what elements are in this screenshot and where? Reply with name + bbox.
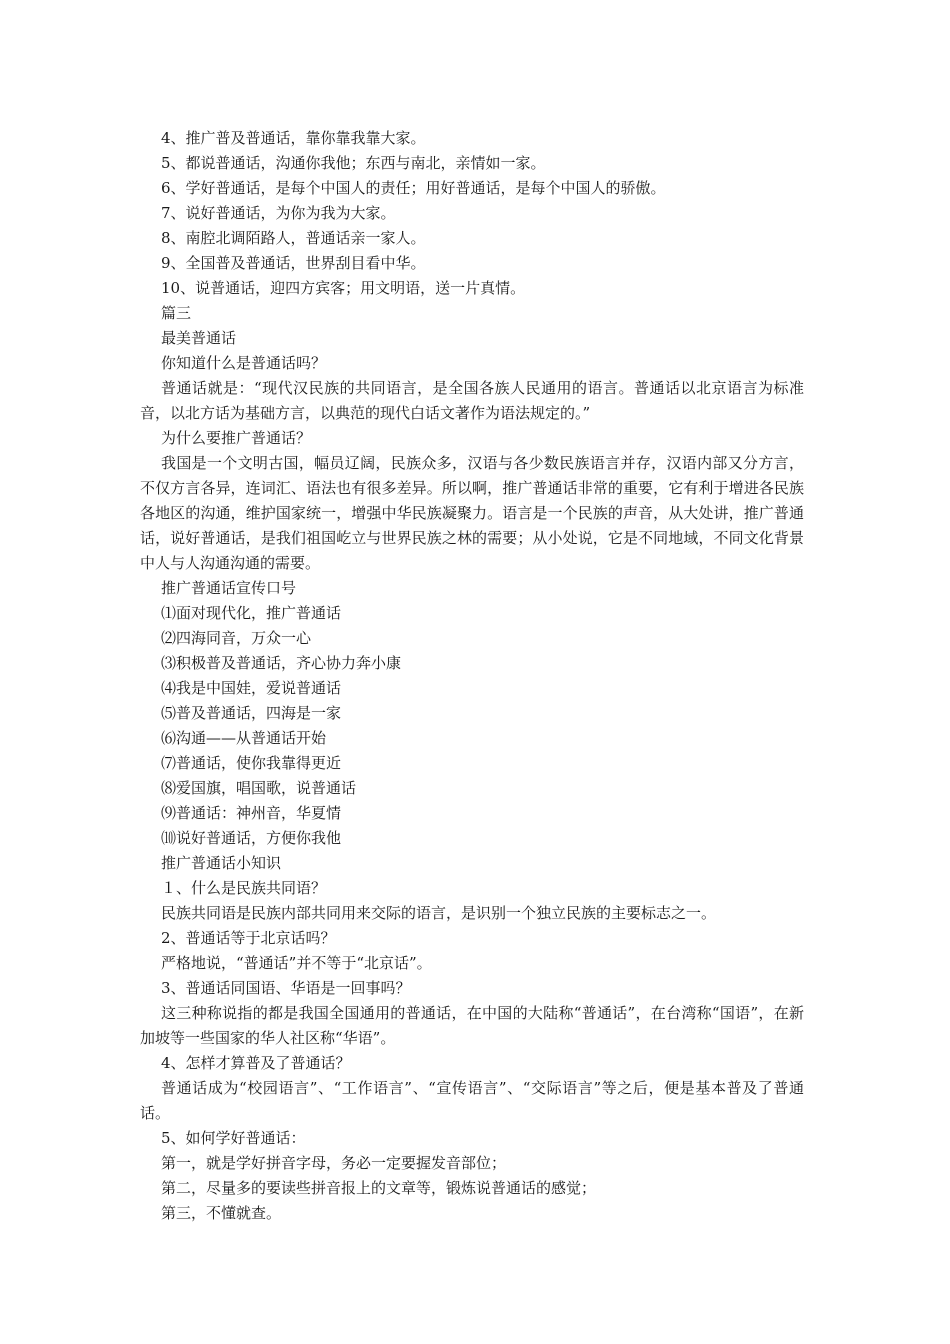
slogan-line: 9、全国普及普通话，世界刮目看中华。: [161, 254, 426, 272]
knowledge-question: 5、如何学好普通话：: [161, 1129, 306, 1147]
knowledge-question: 4、怎样才算普及了普通话？: [161, 1054, 351, 1072]
knowledge-answer: 民族共同语是民族内部共同用来交际的语言，是识别一个独立民族的主要标志之一。: [161, 904, 717, 922]
section-label: 篇三: [161, 304, 192, 322]
knowledge-answer: 这三种称说指的都是我国全国通用的普通话，在中国的大陆称“普通话”，在台湾称“国语”，在新加坡等一些国家的华人社区称“华语”。: [140, 1004, 804, 1047]
slogan-line: 10、说普通话，迎四方宾客；用文明语，送一片真情。: [161, 279, 526, 297]
slogan-item: ⑺普通话，使你我靠得更近: [161, 754, 342, 772]
slogan-heading: 推广普通话宣传口号: [161, 579, 297, 597]
slogan-item: ⑵四海同音，万众一心: [161, 629, 312, 647]
knowledge-tip: 第三，不懂就查。: [161, 1204, 282, 1222]
knowledge-answer: 普通话成为“校园语言”、“工作语言”、“宣传语言”、“交际语言”等之后，便是基本普及了普通话。: [140, 1079, 804, 1122]
slogan-line: 5、都说普通话，沟通你我他；东西与南北，亲情如一家。: [161, 154, 546, 172]
slogan-item: ⑴面对现代化，推广普通话: [161, 604, 342, 622]
slogan-line: 6、学好普通话，是每个中国人的责任；用好普通话，是每个中国人的骄傲。: [161, 179, 666, 197]
question-heading: 为什么要推广普通话？: [161, 429, 312, 447]
answer-paragraph: 普通话就是：“现代汉民族的共同语言，是全国各族人民通用的语言。普通话以北京语言为标准音，以北方话为基础方言，以典范的现代白话文著作为语法规定的。”: [140, 379, 804, 422]
slogan-line: 4、推广普及普通话，靠你靠我靠大家。: [161, 129, 426, 147]
knowledge-question: １、什么是民族共同语？: [161, 879, 327, 897]
knowledge-question: 2、普通话等于北京话吗？: [161, 929, 336, 947]
slogan-line: 8、南腔北调陌路人，普通话亲一家人。: [161, 229, 426, 247]
slogan-item: ⑹沟通——从普通话开始: [161, 729, 327, 747]
knowledge-tip: 第一，就是学好拼音字母，务必一定要握发音部位；: [161, 1154, 507, 1172]
slogan-line: 7、说好普通话，为你为我为大家。: [161, 204, 396, 222]
knowledge-answer: 严格地说，“普通话”并不等于“北京话”。: [161, 954, 432, 972]
slogan-item: ⑼普通话：神州音，华夏情: [161, 804, 342, 822]
knowledge-heading: 推广普通话小知识: [161, 854, 282, 872]
slogan-item: ⑻爱国旗，唱国歌，说普通话: [161, 779, 357, 797]
article-title: 最美普通话: [161, 329, 237, 347]
document-page: [140, 126, 804, 1226]
slogan-item: ⑽说好普通话，方便你我他: [161, 829, 342, 847]
slogan-item: ⑸普及普通话，四海是一家: [161, 704, 342, 722]
slogan-item: ⑷我是中国娃，爱说普通话: [161, 679, 342, 697]
knowledge-question: 3、普通话同国语、华语是一回事吗？: [161, 979, 411, 997]
knowledge-tip: 第二，尽量多的要读些拼音报上的文章等，锻炼说普通话的感觉；: [161, 1179, 597, 1197]
slogan-item: ⑶积极普及普通话，齐心协力奔小康: [161, 654, 402, 672]
question-heading: 你知道什么是普通话吗？: [161, 354, 327, 372]
answer-paragraph: 我国是一个文明古国，幅员辽阔，民族众多，汉语与各少数民族语言并存，汉语内部又分方言，不仅方言各异，连词汇、语法也有很多差异。所以啊，推广普通话非常的重要，它有利于增进各民族各地区的沟通，维护国家统一，增强中华民族凝聚力。语言是一个民族的声音，从大处讲，推广普通话，说好普通话，是我们祖国屹立与世界民族之林的需要；从小处说，它是不同地域，不同文化背景中人与人沟通沟通的需要。: [140, 454, 804, 572]
